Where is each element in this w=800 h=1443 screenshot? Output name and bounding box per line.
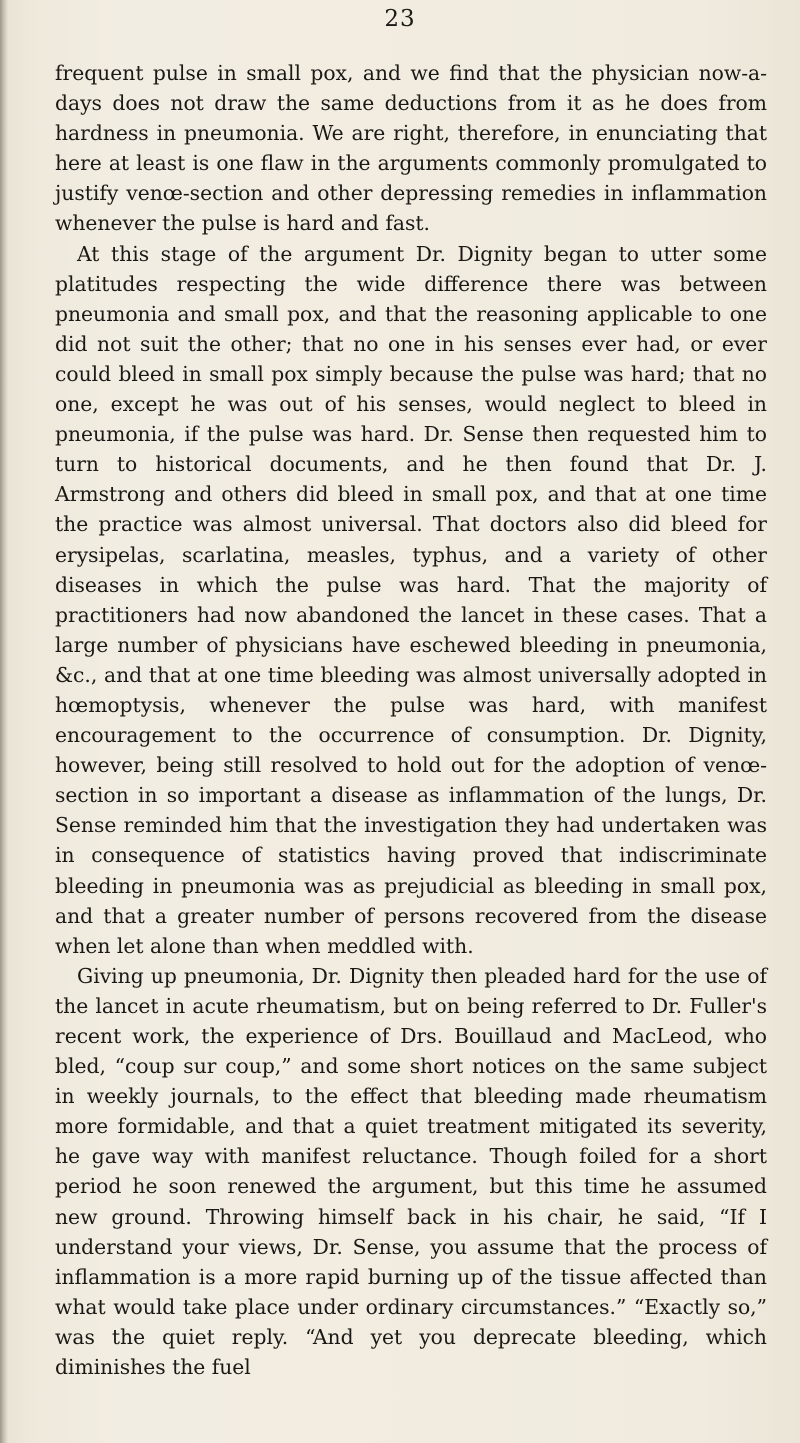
paragraph-1: frequent pulse in small pox, and we find that the physician now-a-days does not draw the same deductions from it as he does from hardness in pneumonia. We are right, therefore, in enunciating that here at least is one flaw in the arguments commonly promulgated to justify venœ-section and other depressing remedies in inflammation whenever the pulse is hard and fast. [55, 61, 767, 236]
body-text [55, 58, 767, 1382]
paragraph-3: Giving up pneumonia, Dr. Dignity then pleaded hard for the use of the lancet in acute rheumatism, but on being referred to Dr. Fuller's recent work, the experience of Drs. Bouillaud and MacLeod, who bled, “coup sur coup,” and some short notices on the same subject in weekly journals, to the effect that bleeding made rheumatism more formidable, and that a quiet treatment mitigated its severity, he gave way with manifest reluctance. Though foiled for a short period he soon renewed the argument, but this time he assumed new ground. Throwing himself back in his chair, he said, “If I understand your views, Dr. Sense, you assume that the process of inflammation is a more rapid burning up of the tissue affected than what would take place under ordinary circumstances.” “Exactly so,” was the quiet reply. “And yet you deprecate bleeding, which diminishes the fuel [55, 963, 767, 1380]
page-number: 23 [384, 6, 416, 32]
binding-edge [0, 0, 8, 1443]
paragraph-2: At this stage of the argument Dr. Dignity began to utter some platitudes respecting the wide difference there was between pneumonia and small pox, and that the reasoning applicable to one did not suit the other; that no one in his senses ever had, or ever could bleed in small pox simply because the pulse was hard; that no one, except he was out of his senses, would neglect to bleed in pneumonia, if the pulse was hard. Dr. Sense then requested him to turn to historical documents, and he then found that Dr. J. Armstrong and others did bleed in small pox, and that at one time the practice was almost universal. That doctors also did bleed for erysipelas, scarlatina, measles, typhus, and a variety of other diseases in which the pulse was hard. That the majority of practitioners had now abandoned the lancet in these cases. That a large number of physicians have eschewed bleeding in pneumonia, &c., and that at one time bleeding was almost universally adopted in hœmoptysis, whenever the pulse was hard, with manifest encouragement to the occurrence of consumption. Dr. Dignity, however, being still resolved to hold out for the adoption of venœ-section in so important a disease as inflammation of the lungs, Dr. Sense reminded him that the investigation they had undertaken was in consequence of statistics having proved that indiscriminate bleeding in pneumonia was as prejudicial as bleeding in small pox, and that a greater number of persons recovered from the disease when let alone than when meddled with. [55, 241, 767, 958]
